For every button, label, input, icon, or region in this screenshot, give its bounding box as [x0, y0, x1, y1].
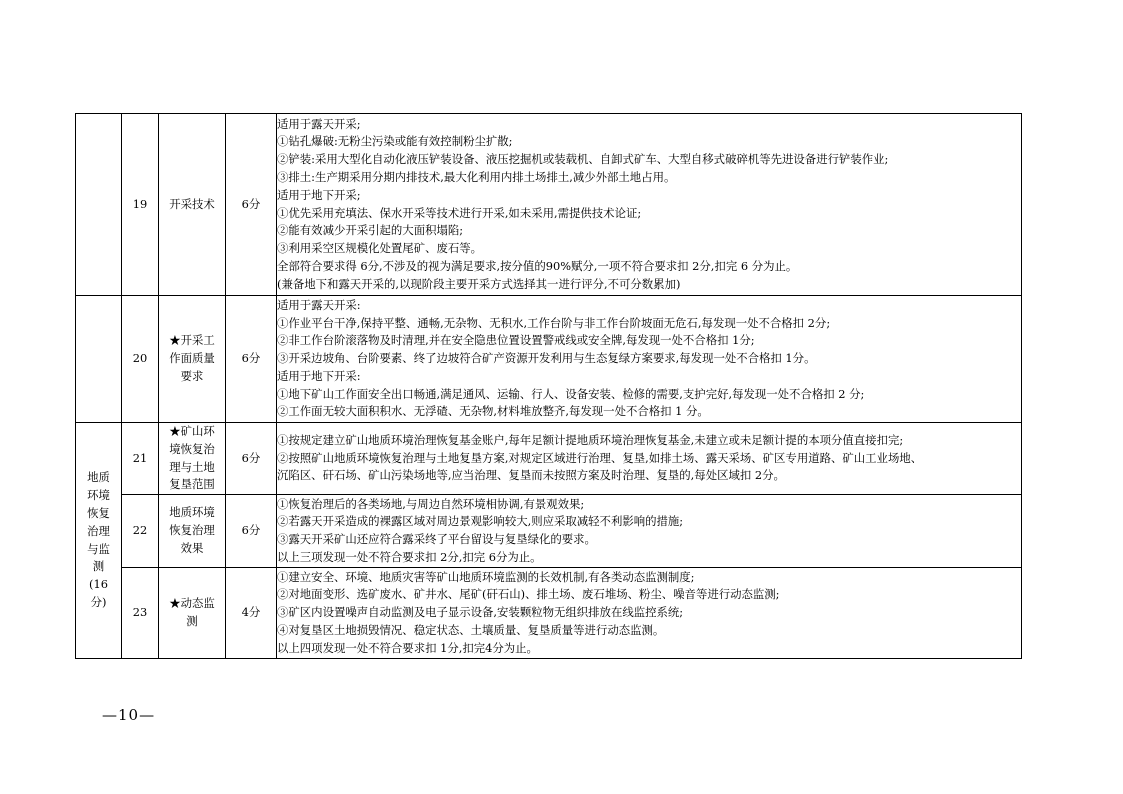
table-row	[76, 296, 1022, 423]
requirement-line: ③排土:生产期采用分期内排技术,最大化利用内排土场排土,减少外部土地占用。	[277, 169, 676, 184]
item-name-line: ★矿山环	[169, 424, 215, 438]
item-name-line: 恢复治理	[169, 523, 215, 538]
item-score: 6分	[226, 114, 277, 296]
item-name-line: 测	[186, 614, 198, 629]
scoring-table	[75, 113, 1022, 659]
requirements-cell	[277, 495, 1022, 568]
requirement-line: 适用于地下开采:	[277, 368, 361, 383]
item-score: 6分	[226, 495, 277, 568]
requirement-line: 全部符合要求得 6分,不涉及的视为满足要求,按分值的90%赋分,一项不符合要求扣 2分,扣完 6 分为止。	[277, 258, 798, 273]
requirement-line: 沉陷区、矸石场、矿山污染场地等,应当治理、复垦而未按照方案及时治理、复垦的,每处区域扣 2分。	[277, 468, 785, 483]
requirement-line: ②对地面变形、选矿废水、矿井水、尾矿(矸石山)、排土场、废石堆场、粉尘、噪音等进行动态监测;	[277, 587, 780, 602]
item-name-line: 要求	[180, 368, 204, 383]
item-number: 22	[122, 495, 159, 568]
requirement-line: ②若露天开采造成的裸露区域对周边景观影响较大,则应采取减轻不利影响的措施;	[277, 514, 684, 529]
category-line: (16	[89, 577, 108, 592]
requirement-line: 适用于露天开采:	[277, 297, 361, 312]
item-name-line: ★开采工	[169, 333, 215, 348]
requirement-line: ②工作面无较大面积积水、无浮碴、无杂物,材料堆放整齐,每发现一处不合格扣 1 分。	[277, 404, 709, 419]
item-name-line: 效果	[180, 541, 204, 556]
requirements-cell	[277, 114, 1022, 296]
category-line: 治理	[87, 523, 110, 538]
page-number: —10—	[102, 706, 156, 724]
requirement-line: ①恢复治理后的各类场地,与周边自然环境相协调,有景观效果;	[277, 496, 585, 511]
item-score: 4分	[226, 568, 277, 659]
requirement-line: ②能有效减少开采引起的大面积塌陷;	[277, 223, 464, 238]
item-number: 19	[122, 114, 159, 296]
table-row	[76, 495, 1022, 568]
category-cell	[76, 423, 122, 659]
requirement-line: ②按照矿山地质环境恢复治理与土地复垦方案,对规定区域进行治理、复垦,如排土场、露天采场、矿区专用道路、矿山工业场地、	[277, 450, 923, 465]
item-name-line: ★动态监	[169, 596, 215, 611]
item-name-line: 理与土地	[169, 459, 215, 474]
item-name-line: 复垦范围	[169, 477, 215, 492]
item-name-line: 境恢复治	[169, 441, 215, 456]
table-row	[76, 423, 1022, 495]
requirement-line: ④对复垦区土地损毁情况、稳定状态、土壤质量、复垦质量等进行动态监测。	[277, 623, 665, 638]
requirements-cell	[277, 568, 1022, 659]
item-name-line: 开采技术	[169, 196, 215, 211]
requirement-line: 适用于露天开采;	[277, 116, 361, 131]
category-line: 分)	[90, 594, 107, 609]
item-name-line: 地质环境	[169, 505, 215, 520]
requirement-line: ①地下矿山工作面安全出口畅通,满足通风、运输、行人、设备安装、检修的需要,支护完好,每发现一处不合格扣 2 分;	[277, 386, 865, 401]
item-name	[159, 495, 226, 568]
requirement-line: ③开采边坡角、台阶要素、终了边坡符合矿产资源开发利用与生态复绿方案要求,每发现一处不合格扣 1分。	[277, 351, 816, 366]
item-number: 21	[122, 423, 159, 495]
category-line: 环境	[87, 488, 110, 503]
item-number: 23	[122, 568, 159, 659]
requirement-line: ①按规定建立矿山地质环境治理恢复基金账户,每年足额计提地质环境治理恢复基金,未建立或未足额计提的本项分值直接扣完;	[277, 432, 904, 447]
requirement-line: ②铲装:采用大型化自动化液压铲装设备、液压挖掘机或装载机、自卸式矿车、大型自移式破碎机等先进设备进行铲装作业;	[277, 152, 889, 167]
requirement-line: ①优先采用充填法、保水开采等技术进行开采,如未采用,需提供技术论证;	[277, 205, 642, 220]
requirements-cell	[277, 423, 1022, 495]
requirement-line: (兼备地下和露天开采的,以现阶段主要开采方式选择其一进行评分,不可分数累加)	[277, 276, 681, 291]
requirement-line: 以上四项发现一处不符合要求扣 1分,扣完4分为止。	[277, 640, 538, 655]
category-cell-empty	[76, 114, 122, 296]
table-row	[76, 568, 1022, 659]
requirements-cell	[277, 296, 1022, 423]
category-line: 地质	[87, 470, 110, 485]
requirement-line: ③利用采空区规模化处置尾矿、废石等。	[277, 241, 483, 256]
requirement-line: 以上三项发现一处不符合要求扣 2分,扣完 6分为止。	[277, 549, 542, 564]
item-name	[159, 296, 226, 423]
requirement-line: ③露天开采矿山还应符合露采终了平台留设与复垦绿化的要求。	[277, 532, 596, 547]
table-row	[76, 114, 1022, 296]
item-score: 6分	[226, 423, 277, 495]
category-line: 与监	[87, 541, 110, 556]
item-name	[159, 568, 226, 659]
category-line: 恢复	[87, 506, 110, 520]
requirement-line: ②非工作台阶滚落物及时清理,并在安全隐患位置设置警戒线或安全牌,每发现一处不合格扣 1分;	[277, 333, 755, 348]
requirement-line: ①建立安全、环境、地质灾害等矿山地质环境监测的长效机制,有各类动态监测制度;	[277, 569, 695, 584]
item-score: 6分	[226, 296, 277, 423]
item-name	[159, 114, 226, 296]
item-name	[159, 423, 226, 495]
requirement-line: 适用于地下开采;	[277, 187, 361, 202]
requirement-line: ①钻孔爆破:无粉尘污染或能有效控制粉尘扩散;	[277, 134, 513, 149]
category-cell-empty	[76, 296, 122, 423]
requirement-line: ①作业平台干净,保持平整、通畅,无杂物、无积水,工作台阶与非工作台阶坡面无危石,每发现一处不合格扣 2分;	[277, 315, 831, 330]
requirement-line: ③矿区内设置噪声自动监测及电子显示设备,安装颗粒物无组织排放在线监控系统;	[277, 605, 684, 620]
category-line: 测	[92, 559, 105, 574]
item-number: 20	[122, 296, 159, 423]
item-name-line: 作面质量	[169, 351, 215, 366]
